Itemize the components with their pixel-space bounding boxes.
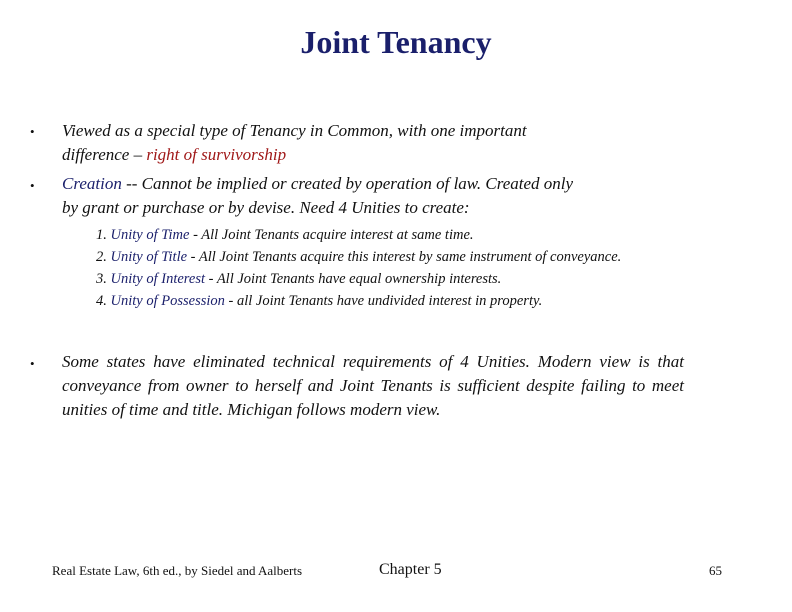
bullet-marker-3: •: [30, 356, 35, 371]
unity-name: Unity of Interest: [110, 271, 205, 287]
bullet-2-line2: by grant or purchase or by devise. Need 4 Unities to create:: [62, 198, 470, 217]
unity-desc: - All Joint Tenants have equal ownership interests.: [205, 271, 502, 287]
bullet-marker-2: •: [30, 178, 35, 193]
footer-chapter: Chapter 5: [379, 561, 442, 578]
unity-num: 2.: [96, 249, 111, 265]
unity-item-interest: [96, 268, 676, 290]
bullet-2: [62, 172, 573, 220]
creation-text: -- Cannot be implied or created by operation of law. Created only: [121, 174, 574, 193]
unity-num: 4.: [96, 293, 111, 309]
bullet-1-prefix: difference –: [62, 145, 147, 164]
unity-item-time: [96, 224, 676, 246]
unity-item-possession: [96, 290, 676, 312]
unity-desc: - all Joint Tenants have undivided interest in property.: [224, 293, 543, 309]
right-of-survivorship: right of survivorship: [146, 145, 287, 164]
creation-label: Creation: [62, 174, 122, 193]
unity-num: 3.: [96, 271, 111, 287]
bullet-marker-1: •: [30, 124, 35, 139]
unity-desc: - All Joint Tenants acquire this interest by same instrument of conveyance.: [187, 249, 622, 265]
bullet-2-line1: [62, 172, 573, 196]
bullet-1-line2: [62, 143, 527, 167]
unity-item-title: [96, 246, 676, 268]
footer-page-number: 65: [709, 563, 722, 578]
bullet-1: [62, 119, 527, 167]
footer-source: Real Estate Law, 6th ed., by Siedel and Aalberts: [52, 563, 303, 578]
unities-list: [96, 224, 676, 312]
bullet-3: Some states have eliminated technical requirements of 4 Unities. Modern view is that conveyance from owner to herself and Joint Tenants is sufficient despite failing to meet unities of time and title. Michigan follows modern view.: [62, 352, 684, 419]
unity-name: Unity of Time: [110, 227, 190, 243]
unity-desc: - All Joint Tenants acquire interest at same time.: [189, 227, 474, 243]
unity-num: 1.: [96, 227, 111, 243]
unity-name: Unity of Possession: [110, 293, 225, 309]
bullet-1-line1: Viewed as a special type of Tenancy in Common, with one important: [62, 121, 527, 140]
slide-title: Joint Tenancy: [300, 24, 492, 60]
unity-name: Unity of Title: [110, 249, 188, 265]
